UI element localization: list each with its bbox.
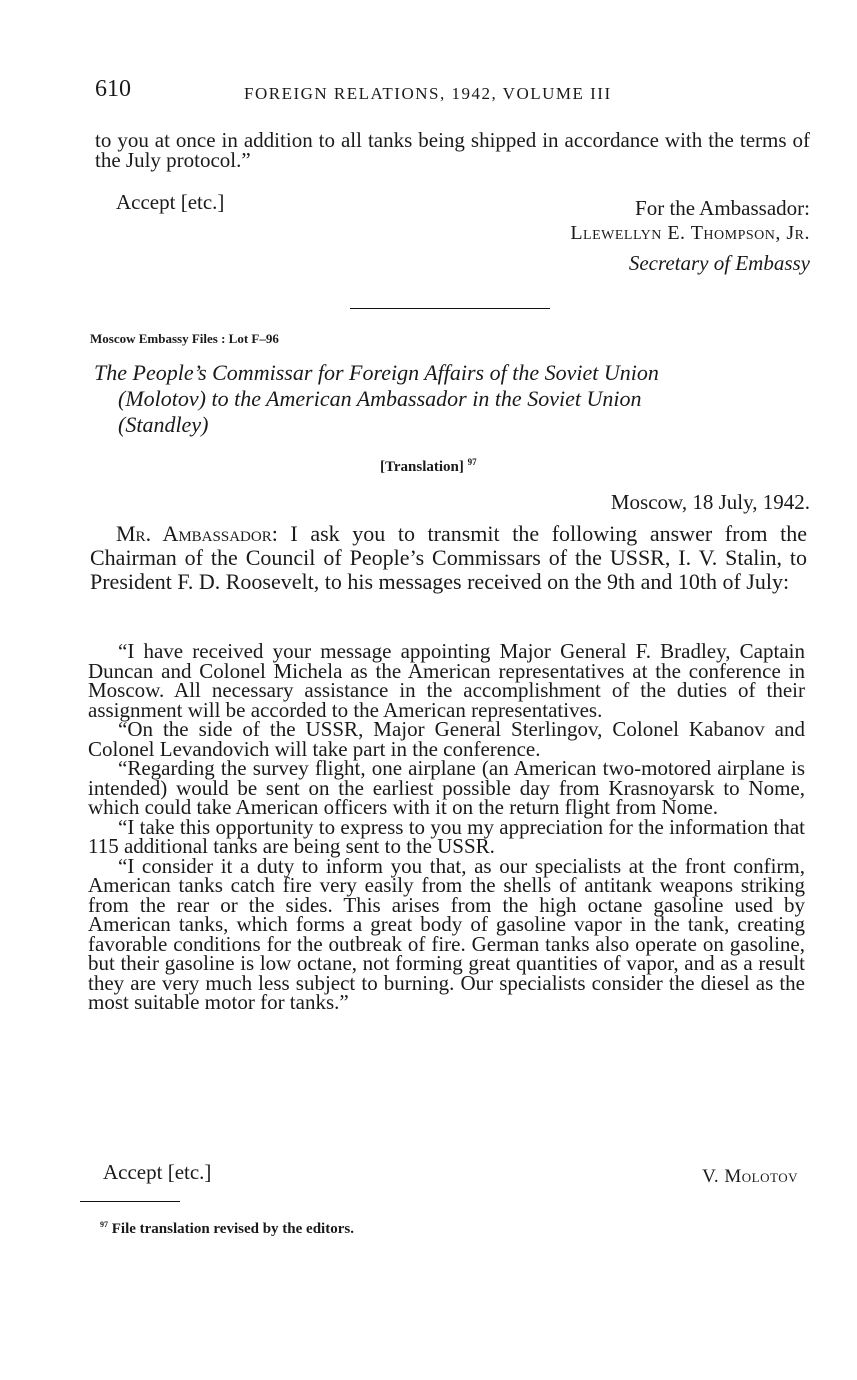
letter-closing: Accept [etc.] [103,1160,212,1184]
quote-paragraph-2: “On the side of the USSR, Major General Sterlingov, Colonel Kabanov and Colonel Levandovich will take part in the conference. [88,717,805,761]
salutation: Mr. Ambassador: [116,521,278,546]
document-title-line-3: (Standley) [118,412,209,437]
section-divider [350,308,550,309]
quoted-message [88,639,805,1014]
footnote-reference: 97 [467,457,477,467]
quote-paragraph-5: “I consider it a duty to inform you that, as our specialists at the front confirm, American tanks catch fire very easily from the shells of antitank weapons striking from the rear or the sides. This arises from the high octane gasoline used by American tanks, which forms a great body of gasoline vapor in the tank, creating favorable conditions for the outbreak of fire. German tanks also operate on gasoline, but their gasoline is low octane, not forming great quantities of vapor, and as a result they are very much less subject to burning. Our specialists consider the diesel as the most suitable motor for tanks.” [88,853,805,1014]
letter-signature: V. Molotov [702,1166,798,1187]
signature-for-ambassador: For the Ambassador: [635,196,810,220]
document-source: Moscow Embassy Files : Lot F–96 [90,331,279,346]
dateline: Moscow, 18 July, 1942. [610,490,810,514]
signature-name: Llewellyn E. Thompson, Jr. [570,222,810,244]
footnote-number: 97 [100,1220,108,1229]
document-title-line-1: The People’s Commissar for Foreign Affairs of the Soviet Union [94,360,659,385]
quote-paragraph-3: “Regarding the survey flight, one airplane (an American two-motored airplane is intended) would be sent on the earliest possible day from Krasnoyarsk to Nome, which could take American officers with it on the return flight from Nome. [88,756,805,819]
document-title [94,360,810,438]
page-number: 610 [95,76,131,102]
salutation-paragraph [90,522,807,594]
intro-text: I ask you to transmit the following answer from the Chairman of the Council of People’s Commissars of the USSR, I. V. Stalin, to President F. D. Roosevelt, to his messages received on the 9th and 10th of July: [90,521,807,594]
quote-paragraph-1: “I have received your message appointing Major General F. Bradley, Captain Duncan and Colonel Michela as the American representatives at the conference in Moscow. All necessary assistance in the accomplishment of the duties of their assignment will be accorded to the American representatives. [88,639,805,722]
translation-label [380,457,477,476]
footnote-divider [80,1201,180,1202]
footnote-text: File translation revised by the editors. [111,1221,354,1237]
translation-label-text: [Translation] [380,459,464,475]
running-title: FOREIGN RELATIONS, 1942, VOLUME III [244,84,612,103]
document-title-line-2: (Molotov) to the American Ambassador in the Soviet Union [118,386,642,411]
previous-letter-closing: Accept [etc.] [116,190,225,214]
quote-paragraph-4: “I take this opportunity to express to you my appreciation for the information that 115 additional tanks are being sent to the USSR. [88,814,805,858]
signature-title: Secretary of Embassy [628,251,810,275]
previous-letter-continuation: to you at once in addition to all tanks being shipped in accordance with the terms of the July protocol.” [95,128,810,172]
footnote [100,1220,354,1238]
